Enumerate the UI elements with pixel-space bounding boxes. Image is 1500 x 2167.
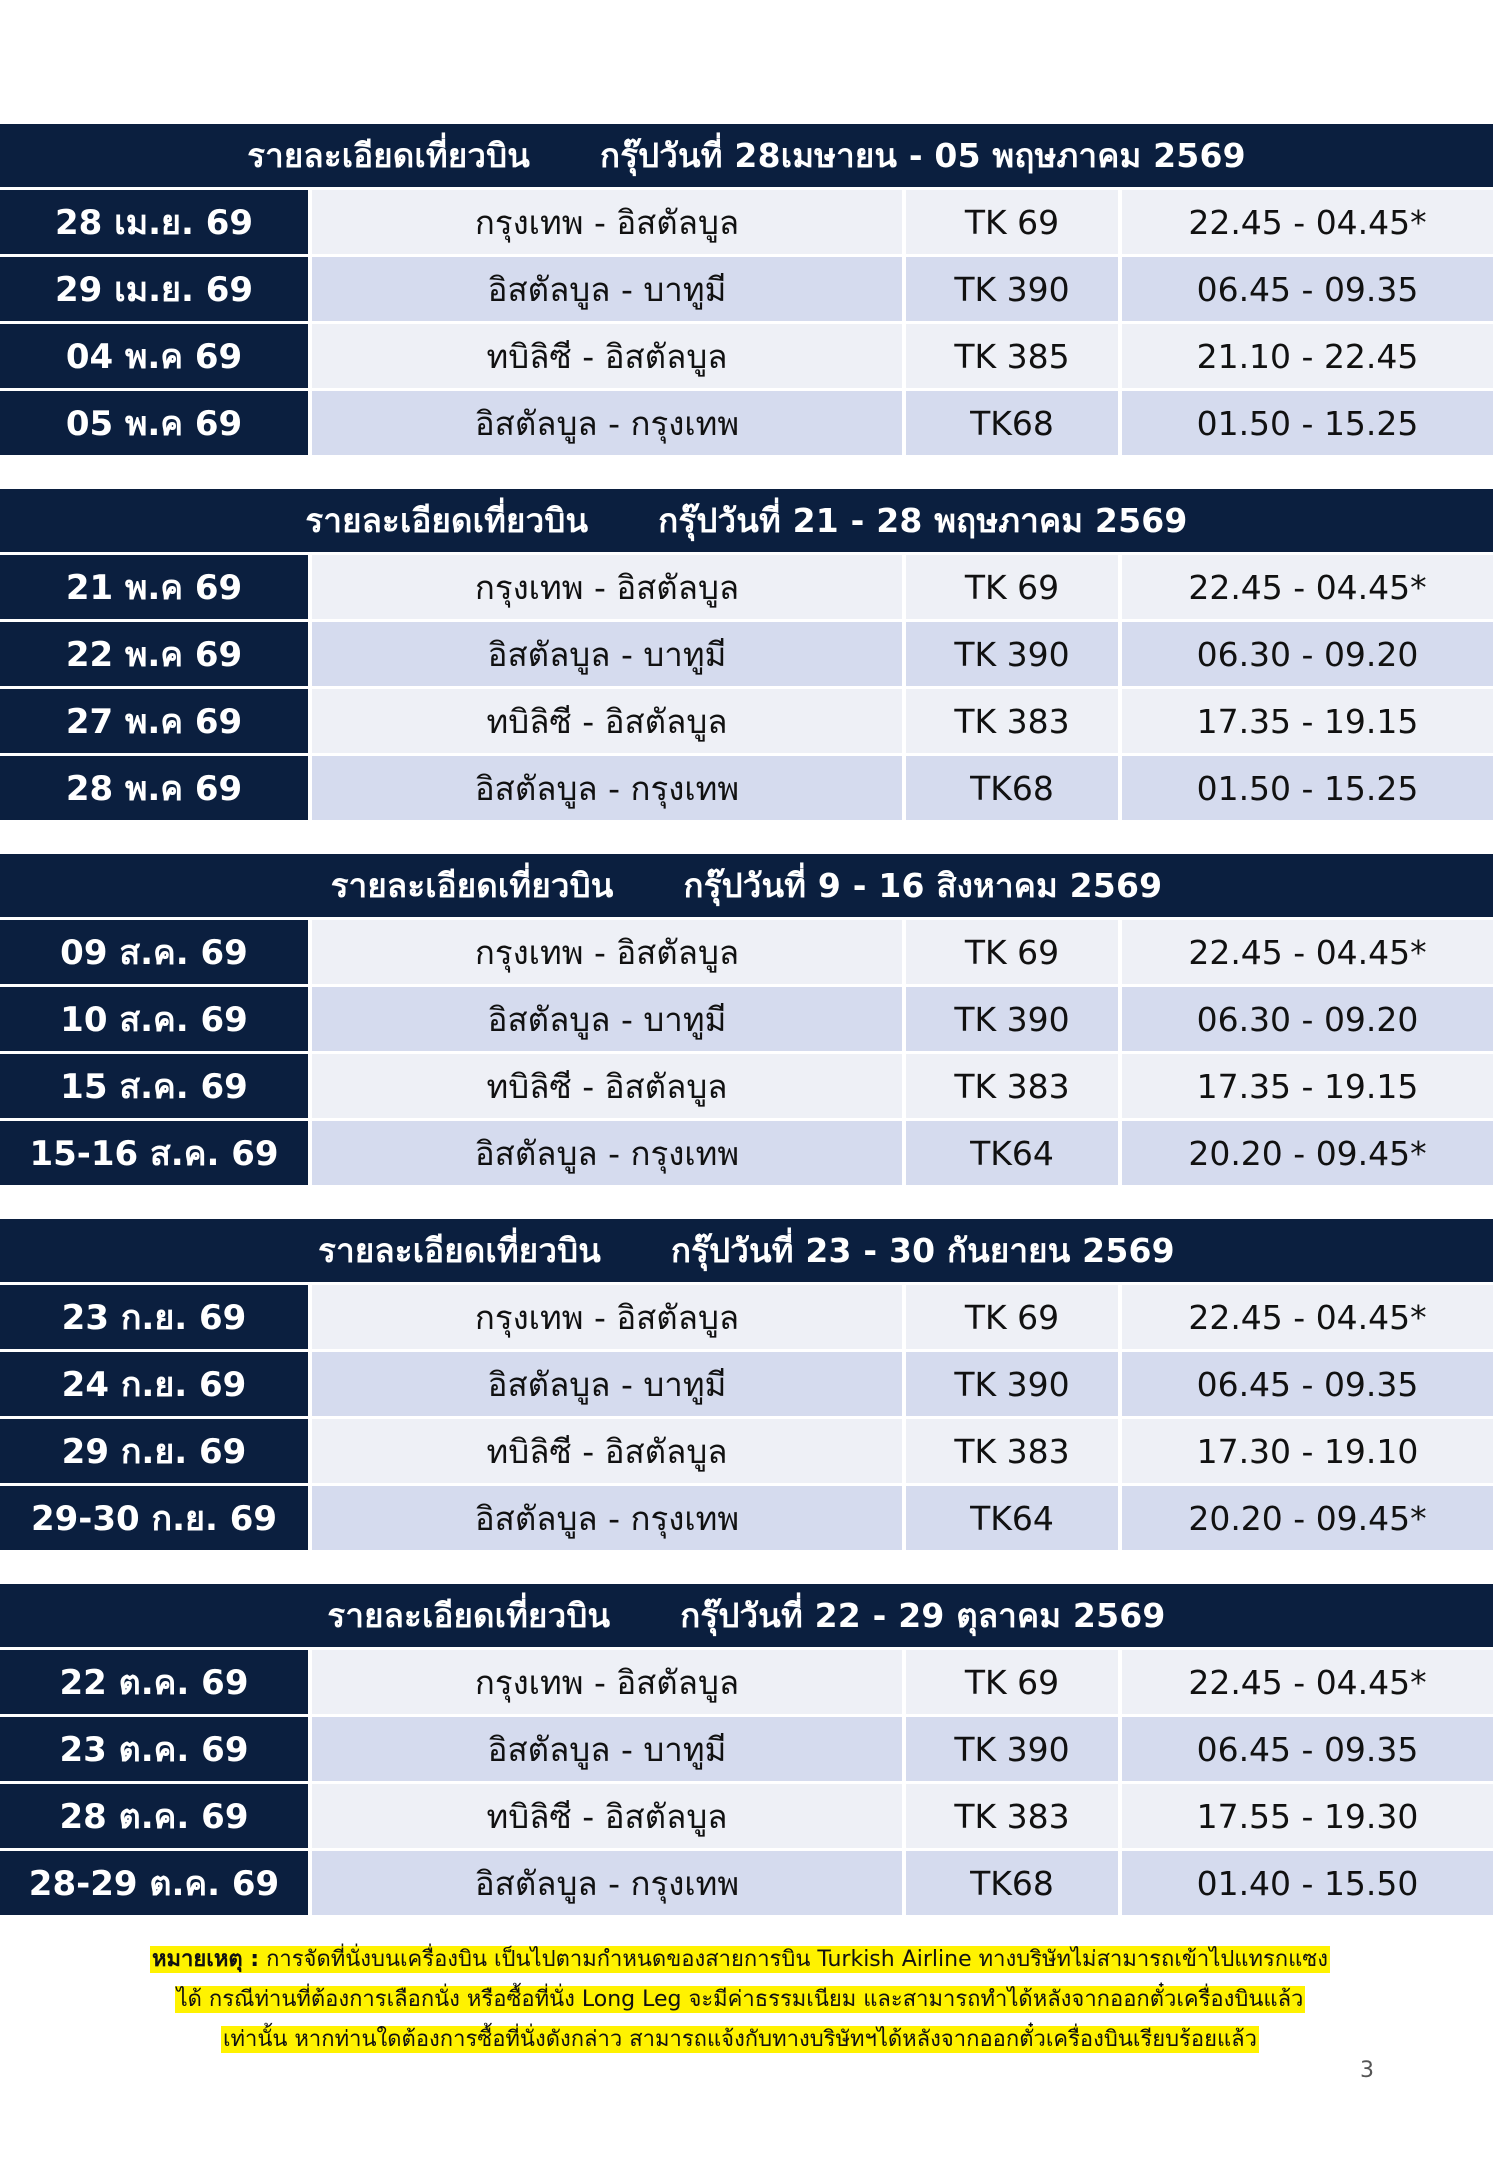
flight-route: อิสตัลบูล - กรุงเทพ bbox=[312, 1851, 902, 1915]
section-header-title: รายละเอียดเที่ยวบิน bbox=[318, 1231, 601, 1270]
section-header bbox=[0, 124, 1493, 187]
flight-row bbox=[0, 622, 1493, 686]
flight-date: 28-29 ต.ค. 69 bbox=[0, 1851, 308, 1915]
flight-row bbox=[0, 920, 1493, 984]
remark-text-2: ได้ กรณีท่านที่ต้องการเลือกนั่ง หรือซื้อที่นั่ง Long Leg จะมีค่าธรรมเนียม และสามารถทำได้หลังจากออกตั๋วเครื่องบินแล้ว bbox=[176, 1987, 1304, 2012]
flight-time: 01.50 - 15.25 bbox=[1122, 391, 1493, 455]
remark-label: หมายเหตุ : bbox=[152, 1947, 260, 1972]
flight-date: 27 พ.ค 69 bbox=[0, 689, 308, 753]
flight-section bbox=[0, 854, 1493, 1185]
flight-row bbox=[0, 1717, 1493, 1781]
flight-row bbox=[0, 689, 1493, 753]
flight-route: กรุงเทพ - อิสตัลบูล bbox=[312, 920, 902, 984]
flight-section bbox=[0, 124, 1493, 455]
flight-number: TK 69 bbox=[906, 1285, 1118, 1349]
flight-row bbox=[0, 1419, 1493, 1483]
flight-date: 29 เม.ย. 69 bbox=[0, 257, 308, 321]
flight-time: 22.45 - 04.45* bbox=[1122, 1285, 1493, 1349]
flight-date: 22 ต.ค. 69 bbox=[0, 1650, 308, 1714]
flight-date: 24 ก.ย. 69 bbox=[0, 1352, 308, 1416]
flight-row bbox=[0, 987, 1493, 1051]
flight-time: 22.45 - 04.45* bbox=[1122, 1650, 1493, 1714]
flight-route: อิสตัลบูล - บาทูมี bbox=[312, 622, 902, 686]
flight-route: กรุงเทพ - อิสตัลบูล bbox=[312, 555, 902, 619]
flight-route: อิสตัลบูล - บาทูมี bbox=[312, 257, 902, 321]
flight-date: 28 พ.ค 69 bbox=[0, 756, 308, 820]
flight-number: TK64 bbox=[906, 1486, 1118, 1550]
flight-row bbox=[0, 1121, 1493, 1185]
flight-number: TK68 bbox=[906, 756, 1118, 820]
flight-number: TK 390 bbox=[906, 257, 1118, 321]
flight-row bbox=[0, 1486, 1493, 1550]
flight-row bbox=[0, 257, 1493, 321]
flight-row bbox=[0, 1352, 1493, 1416]
remark-line-1 bbox=[40, 1940, 1440, 1980]
flight-date: 22 พ.ค 69 bbox=[0, 622, 308, 686]
flight-number: TK 390 bbox=[906, 987, 1118, 1051]
flight-number: TK 69 bbox=[906, 1650, 1118, 1714]
flight-route: ทบิลิซี - อิสตัลบูล bbox=[312, 689, 902, 753]
flight-number: TK 383 bbox=[906, 689, 1118, 753]
flight-date: 10 ส.ค. 69 bbox=[0, 987, 308, 1051]
flight-route: กรุงเทพ - อิสตัลบูล bbox=[312, 1650, 902, 1714]
flight-tables bbox=[0, 124, 1493, 1949]
flight-time: 06.45 - 09.35 bbox=[1122, 257, 1493, 321]
flight-number: TK 383 bbox=[906, 1419, 1118, 1483]
flight-number: TK 390 bbox=[906, 622, 1118, 686]
flight-number: TK68 bbox=[906, 1851, 1118, 1915]
flight-date: 05 พ.ค 69 bbox=[0, 391, 308, 455]
flight-time: 01.40 - 15.50 bbox=[1122, 1851, 1493, 1915]
flight-date: 23 ต.ค. 69 bbox=[0, 1717, 308, 1781]
remark-text-3: เท่านั้น หากท่านใดต้องการซื้อที่นั่งดังกล่าว สามารถแจ้งกับทางบริษัทฯได้หลังจากออกตั๋วเครื่องบินเรียบร้อยแล้ว bbox=[222, 2027, 1257, 2052]
flight-time: 17.55 - 19.30 bbox=[1122, 1784, 1493, 1848]
page-number: 3 bbox=[1360, 2058, 1374, 2083]
flight-row bbox=[0, 391, 1493, 455]
flight-route: กรุงเทพ - อิสตัลบูล bbox=[312, 190, 902, 254]
section-header-title: รายละเอียดเที่ยวบิน bbox=[247, 136, 531, 175]
flight-date: 23 ก.ย. 69 bbox=[0, 1285, 308, 1349]
flight-row bbox=[0, 324, 1493, 388]
flight-route: ทบิลิซี - อิสตัลบูล bbox=[312, 1784, 902, 1848]
flight-date: 09 ส.ค. 69 bbox=[0, 920, 308, 984]
remark-note bbox=[40, 1940, 1440, 2060]
section-header-title: รายละเอียดเที่ยวบิน bbox=[330, 866, 614, 905]
flight-time: 17.35 - 19.15 bbox=[1122, 689, 1493, 753]
flight-date: 15-16 ส.ค. 69 bbox=[0, 1121, 308, 1185]
flight-date: 21 พ.ค 69 bbox=[0, 555, 308, 619]
flight-time: 17.30 - 19.10 bbox=[1122, 1419, 1493, 1483]
flight-route: ทบิลิซี - อิสตัลบูล bbox=[312, 1054, 902, 1118]
flight-number: TK 383 bbox=[906, 1784, 1118, 1848]
remark-line-2 bbox=[40, 1980, 1440, 2020]
flight-route: อิสตัลบูล - บาทูมี bbox=[312, 987, 902, 1051]
section-header-title: รายละเอียดเที่ยวบิน bbox=[305, 501, 589, 540]
flight-route: ทบิลิซี - อิสตัลบูล bbox=[312, 324, 902, 388]
flight-row bbox=[0, 1650, 1493, 1714]
flight-time: 22.45 - 04.45* bbox=[1122, 555, 1493, 619]
remark-line-3 bbox=[40, 2020, 1440, 2060]
flight-date: 28 ต.ค. 69 bbox=[0, 1784, 308, 1848]
flight-time: 20.20 - 09.45* bbox=[1122, 1121, 1493, 1185]
section-header-group-dates: กรุ๊ปวันที่ 22 - 29 ตุลาคม 2569 bbox=[680, 1596, 1166, 1635]
flight-date: 29-30 ก.ย. 69 bbox=[0, 1486, 308, 1550]
flight-number: TK 69 bbox=[906, 920, 1118, 984]
flight-route: อิสตัลบูล - กรุงเทพ bbox=[312, 1486, 902, 1550]
flight-time: 21.10 - 22.45 bbox=[1122, 324, 1493, 388]
flight-route: กรุงเทพ - อิสตัลบูล bbox=[312, 1285, 902, 1349]
section-header-group-dates: กรุ๊ปวันที่ 28เมษายน - 05 พฤษภาคม 2569 bbox=[600, 136, 1246, 175]
flight-route: ทบิลิซี - อิสตัลบูล bbox=[312, 1419, 902, 1483]
flight-route: อิสตัลบูล - บาทูมี bbox=[312, 1717, 902, 1781]
section-header-title: รายละเอียดเที่ยวบิน bbox=[327, 1596, 611, 1635]
flight-route: อิสตัลบูล - บาทูมี bbox=[312, 1352, 902, 1416]
flight-time: 17.35 - 19.15 bbox=[1122, 1054, 1493, 1118]
flight-row bbox=[0, 1285, 1493, 1349]
flight-section bbox=[0, 489, 1493, 820]
flight-time: 06.45 - 09.35 bbox=[1122, 1717, 1493, 1781]
flight-time: 20.20 - 09.45* bbox=[1122, 1486, 1493, 1550]
flight-number: TK 390 bbox=[906, 1352, 1118, 1416]
flight-date: 15 ส.ค. 69 bbox=[0, 1054, 308, 1118]
section-header bbox=[0, 489, 1493, 552]
flight-number: TK 69 bbox=[906, 190, 1118, 254]
flight-route: อิสตัลบูล - กรุงเทพ bbox=[312, 1121, 902, 1185]
flight-number: TK64 bbox=[906, 1121, 1118, 1185]
section-header bbox=[0, 854, 1493, 917]
flight-route: อิสตัลบูล - กรุงเทพ bbox=[312, 391, 902, 455]
section-header bbox=[0, 1584, 1493, 1647]
flight-time: 06.45 - 09.35 bbox=[1122, 1352, 1493, 1416]
flight-time: 22.45 - 04.45* bbox=[1122, 920, 1493, 984]
flight-route: อิสตัลบูล - กรุงเทพ bbox=[312, 756, 902, 820]
flight-time: 06.30 - 09.20 bbox=[1122, 622, 1493, 686]
flight-number: TK 69 bbox=[906, 555, 1118, 619]
flight-row bbox=[0, 756, 1493, 820]
section-header bbox=[0, 1219, 1493, 1282]
flight-number: TK68 bbox=[906, 391, 1118, 455]
section-header-group-dates: กรุ๊ปวันที่ 21 - 28 พฤษภาคม 2569 bbox=[658, 501, 1188, 540]
remark-text-1: การจัดที่นั่งบนเครื่องบิน เป็นไปตามกำหนดของสายการบิน Turkish Airline ทางบริษัทไม่สามารถเข้าไปแทรกแซง bbox=[266, 1947, 1328, 1972]
flight-date: 28 เม.ย. 69 bbox=[0, 190, 308, 254]
flight-time: 06.30 - 09.20 bbox=[1122, 987, 1493, 1051]
flight-number: TK 390 bbox=[906, 1717, 1118, 1781]
flight-time: 01.50 - 15.25 bbox=[1122, 756, 1493, 820]
section-header-group-dates: กรุ๊ปวันที่ 23 - 30 กันยายน 2569 bbox=[670, 1231, 1175, 1270]
flight-date: 04 พ.ค 69 bbox=[0, 324, 308, 388]
section-header-group-dates: กรุ๊ปวันที่ 9 - 16 สิงหาคม 2569 bbox=[683, 866, 1163, 905]
flight-time: 22.45 - 04.45* bbox=[1122, 190, 1493, 254]
flight-date: 29 ก.ย. 69 bbox=[0, 1419, 308, 1483]
flight-row bbox=[0, 555, 1493, 619]
flight-row bbox=[0, 1851, 1493, 1915]
flight-number: TK 385 bbox=[906, 324, 1118, 388]
flight-row bbox=[0, 1054, 1493, 1118]
flight-row bbox=[0, 190, 1493, 254]
flight-number: TK 383 bbox=[906, 1054, 1118, 1118]
flight-section bbox=[0, 1584, 1493, 1915]
flight-section bbox=[0, 1219, 1493, 1550]
flight-row bbox=[0, 1784, 1493, 1848]
